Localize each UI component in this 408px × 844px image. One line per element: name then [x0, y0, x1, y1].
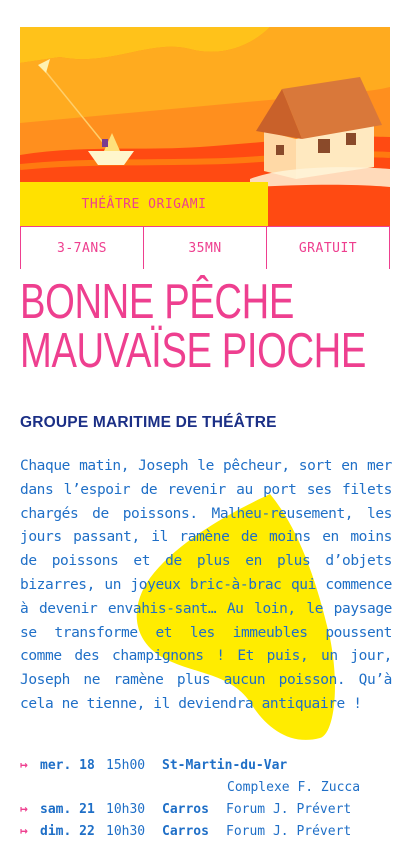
city: St-Martin-du-Var [162, 757, 288, 773]
company-name: GROUPE MARITIME DE THÉÂTRE [20, 414, 277, 431]
title-line-2: MAUVAÏSE PIOCHE [20, 324, 366, 378]
info-bar [20, 226, 390, 269]
date: dim. 22 [40, 823, 95, 839]
time: 10h30 [106, 801, 146, 817]
arrow-icon: ↦ [20, 823, 28, 839]
arrow-icon: ↦ [20, 801, 28, 817]
schedule [20, 754, 392, 842]
date: mer. 18 [40, 757, 95, 773]
title-line-1: BONNE PÊCHE [20, 275, 294, 329]
genre-label: THÉÂTRE ORIGAMI [20, 182, 268, 226]
age-range: 3-7ANS [20, 227, 143, 269]
price: GRATUIT [266, 227, 390, 269]
schedule-row [20, 754, 392, 776]
schedule-row [20, 820, 392, 842]
venue: Forum J. Prévert [226, 801, 352, 817]
venue: Forum J. Prévert [226, 823, 352, 839]
time: 10h30 [106, 823, 146, 839]
date: sam. 21 [40, 801, 95, 817]
city: Carros [162, 801, 209, 817]
arrow-icon: ↦ [20, 757, 28, 773]
city: Carros [162, 823, 209, 839]
show-description: Chaque matin, Joseph le pêcheur, sort en mer dans l’espoir de revenir au port ses filets chargés de poissons. Malheu-reusement, les jours passant, il ramène de moins en moins de poissons et de plus en plus d’objets bizarres, un joyeux bric-à-brac qui commence à devenir envahis-sant… Au loin, le paysage se transforme et les immeubles poussent comme des champignons ! Et puis, un jour, Joseph ne ramène plus aucun poisson. Qu’à cela ne tienne, il deviendra antiquaire ! [20, 458, 392, 712]
show-title [20, 275, 366, 378]
duration: 35MN [143, 227, 266, 269]
schedule-row [20, 798, 392, 820]
time: 15h00 [106, 757, 146, 773]
venue: Complexe F. Zucca [227, 779, 361, 795]
